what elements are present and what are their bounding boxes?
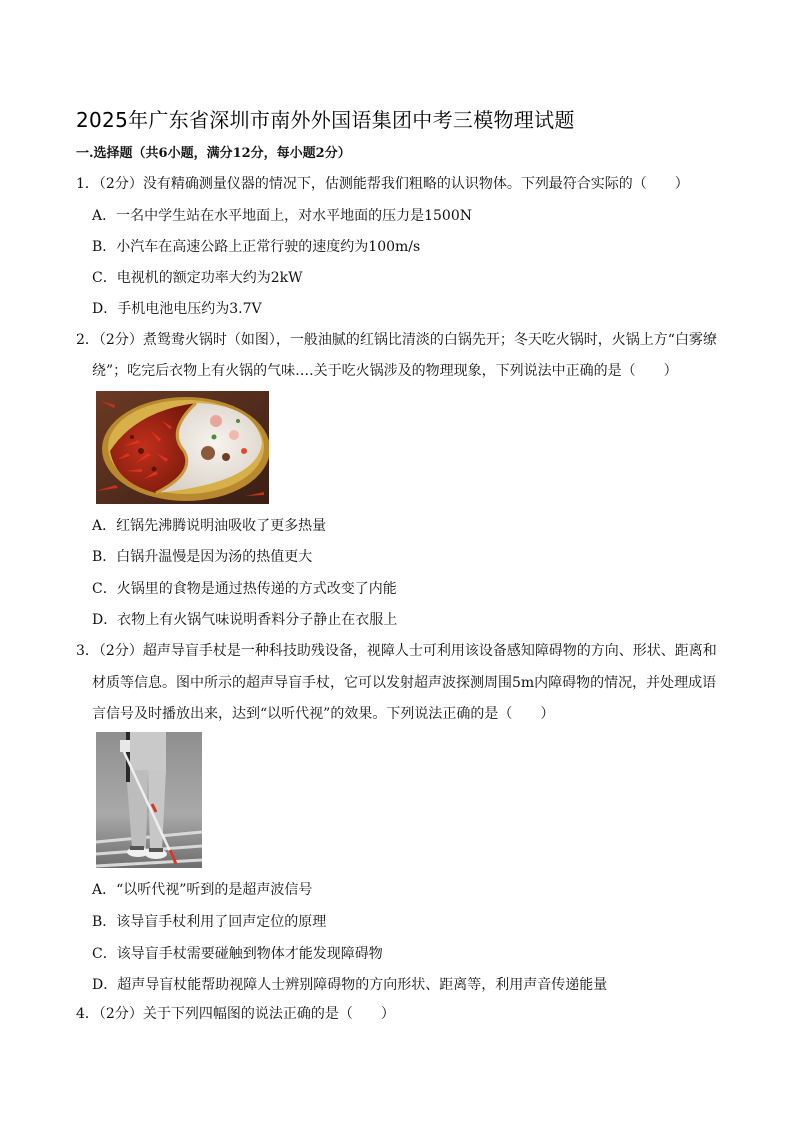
question-1-option-c: C．电视机的额定功率大约为2kW [92,270,303,286]
question-2-option-d: D．衣物上有火锅气味说明香料分子静止在衣服上 [92,612,398,628]
question-2-option-b: B．白锅升温慢是因为汤的热值更大 [92,549,313,565]
question-3-text-line-1: 3．（2分）超声导盲手杖是一种科技助残设备，视障人士可利用该设备感知障碍物的方向、形状、距离和 [76,643,717,659]
question-3-text-line-3: 言信号及时播放出来，达到“以听代视”的效果。下列说法正确的是（ ） [92,706,555,722]
question-1-option-b: B．小汽车在高速公路上正常行驶的速度约为100m/s [92,239,421,255]
question-2-option-c: C．火锅里的食物是通过热传递的方式改变了内能 [92,581,397,597]
page-title: 2025年广东省深圳市南外外国语集团中考三模物理试题 [76,108,575,132]
question-2-option-a: A．红锅先沸腾说明油吸收了更多热量 [92,518,327,534]
question-1-text: 1．（2分）没有精确测量仪器的情况下，估测能帮我们粗略的认识物体。下列最符合实际的（ ） [76,176,689,192]
question-3-option-c: C．该导盲手杖需要碰触到物体才能发现障碍物 [92,946,383,962]
question-1-option-a: A．一名中学生站在水平地面上，对水平地面的压力是1500N [92,208,472,224]
question-3-text-line-2: 材质等信息。图中所示的超声导盲手杖，它可以发射超声波探测周围5m内障碍物的情况，并处理成语 [92,675,717,691]
question-2-text-line-1: 2．（2分）煮鸳鸯火锅时（如图），一般油腻的红锅比清淡的白锅先开；冬天吃火锅时，火锅上方“白雾缭 [76,332,717,348]
question-3-option-d: D．超声导盲杖能帮助视障人士辨别障碍物的方向形状、距离等，利用声音传递能量 [92,977,608,993]
question-4-text: 4．（2分）关于下列四幅图的说法正确的是（ ） [76,1006,395,1022]
question-2-text-line-2: 绕”；吃完后衣物上有火锅的气味….关于吃火锅涉及的物理现象，下列说法中正确的是（ ） [92,363,678,379]
ultrasonic-cane-photo [96,732,202,868]
question-1-option-d: D．手机电池电压约为3.7V [92,301,262,317]
question-3-option-b: B．该导盲手杖利用了回声定位的原理 [92,914,327,930]
question-3-option-a: A．“以听代视”听到的是超声波信号 [92,882,313,898]
hotpot-photo [96,391,269,504]
section-heading: 一.选择题（共6小题，满分12分，每小题2分） [76,146,351,161]
